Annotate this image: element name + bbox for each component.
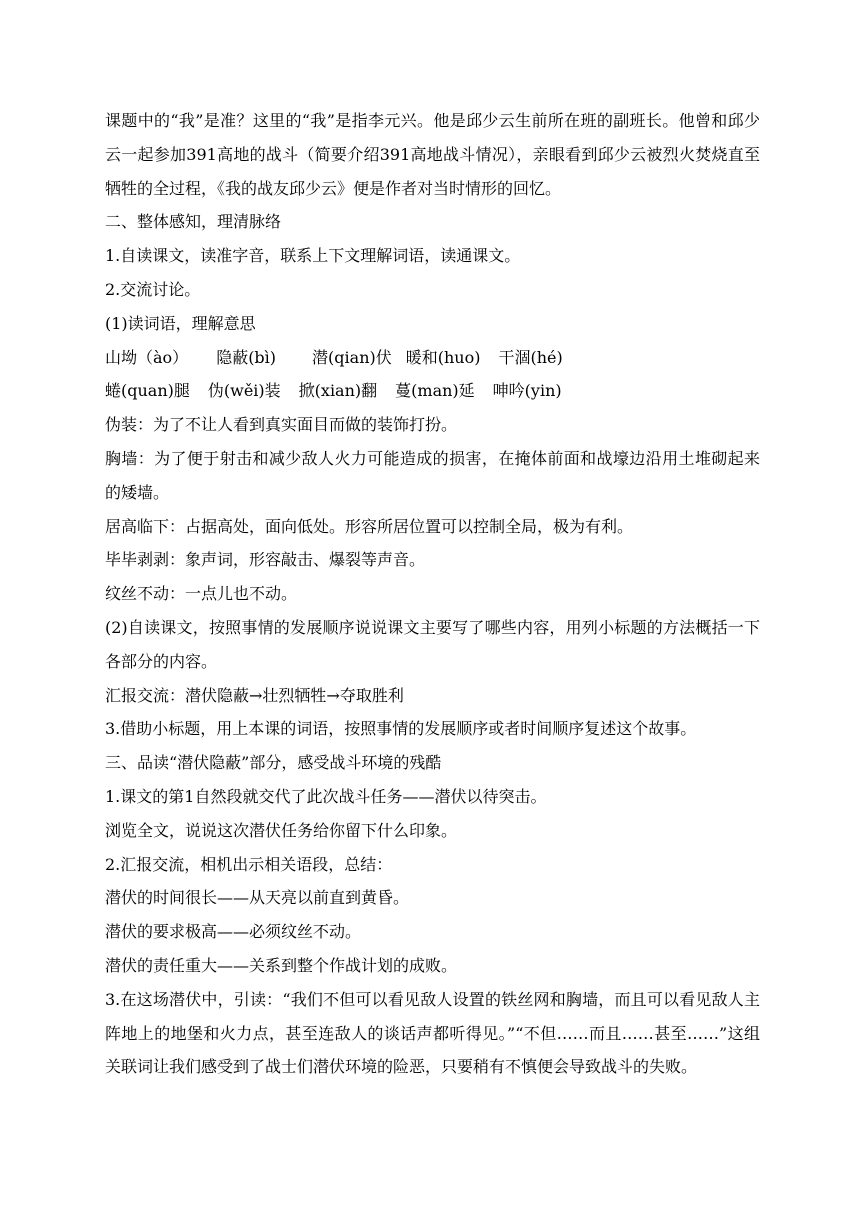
step-2-text: 2.交流讨论。 [105, 279, 201, 299]
definition-xiongqiang: 胸墙：为了便于射击和减少敌人火力可能造成的损害，在掩体前面和战壕边沿用土堆砌起来的矮墙。 [105, 448, 760, 502]
summary-requirement: 潜伏的要求极高——必须纹丝不动。 [105, 922, 362, 942]
section-heading-3: 三、品读“潜伏隐蔽”部分，感受战斗环境的残酷 [105, 753, 442, 773]
section-heading-2: 二、整体感知，理清脉络 [105, 212, 282, 232]
sub-step-2-text: (2)自读课文，按照事情的发展顺序说说课文主要写了哪些内容，用列小标题的方法概括一下各部分的内容。 [105, 617, 760, 671]
vocab-word: 蔓(man)延 [395, 381, 475, 401]
sub-step-1-text: (1)读词语，理解意思 [105, 313, 256, 333]
definition-jugaolinxia: 居高临下：占据高处，面向低处。形容所居位置可以控制全局，极为有利。 [105, 516, 634, 536]
reading-step-3: 3.在这场潜伏中，引读：“我们不但可以看见敌人设置的铁丝网和胸墙，而且可以看见敌人主阵地上的地堡和火力点，甚至连敌人的谈话声都听得见。”“不但……而且……甚至……”这组关联词让我们感受到了战士们潜伏环境的险恶，只要稍有不慎便会导致战斗的失败。 [105, 989, 760, 1077]
vocab-word: 蜷(quan)腿 [105, 381, 190, 401]
vocab-word: 暖和(huo) [405, 347, 481, 367]
vocab-row [105, 341, 760, 375]
vocab-row [105, 374, 760, 408]
reading-step-2: 2.汇报交流，相机出示相关语段，总结： [105, 854, 393, 874]
vocab-word: 山坳（ào） [105, 347, 189, 367]
step-1-text: 1.自读课文，读准字音，联系上下文理解词语，读通课文。 [105, 246, 521, 266]
definition-bibibobo: 毕毕剥剥：象声词，形容敲击、爆裂等声音。 [105, 550, 426, 570]
vocab-word: 掀(xian)翻 [298, 381, 378, 401]
report-summary: 汇报交流：潜伏隐蔽→壮烈牺牲→夺取胜利 [105, 685, 404, 705]
reading-step-1-question: 浏览全文，说说这次潜伏任务给你留下什么印象。 [105, 820, 458, 840]
vocab-word: 隐蔽(bì) [216, 347, 277, 367]
vocab-word: 伪(wěi)装 [207, 381, 281, 401]
document-body [105, 104, 760, 1084]
definition-weizhuang: 伪装：为了不让人看到真实面目而做的装饰打扮。 [105, 415, 458, 435]
vocab-word: 呻吟(yin) [492, 381, 562, 401]
vocab-word: 干涸(hé) [498, 347, 563, 367]
reading-step-1: 1.课文的第1自然段就交代了此次战斗任务——潜伏以待突击。 [105, 786, 547, 806]
intro-paragraph: 课题中的“我”是准？这里的“我”是指李元兴。他是邱少云生前所在班的副班长。他曾和邱少云一起参加391高地的战斗（简要介绍391高地战斗情况），亲眼看到邱少云被烈火焚烧直至牺牲的全过程，《我的战友邱少云》便是作者对当时情形的回忆。 [105, 111, 760, 198]
summary-time: 潜伏的时间很长——从天亮以前直到黄昏。 [105, 888, 410, 908]
summary-responsibility: 潜伏的责任重大——关系到整个作战计划的成败。 [105, 955, 458, 975]
vocab-word: 潜(qian)伏 [312, 347, 392, 367]
definition-wensibudong: 纹丝不动：一点儿也不动。 [105, 584, 298, 604]
step-3-text: 3.借助小标题，用上本课的词语，按照事情的发展顺序或者时间顺序复述这个故事。 [105, 719, 697, 739]
